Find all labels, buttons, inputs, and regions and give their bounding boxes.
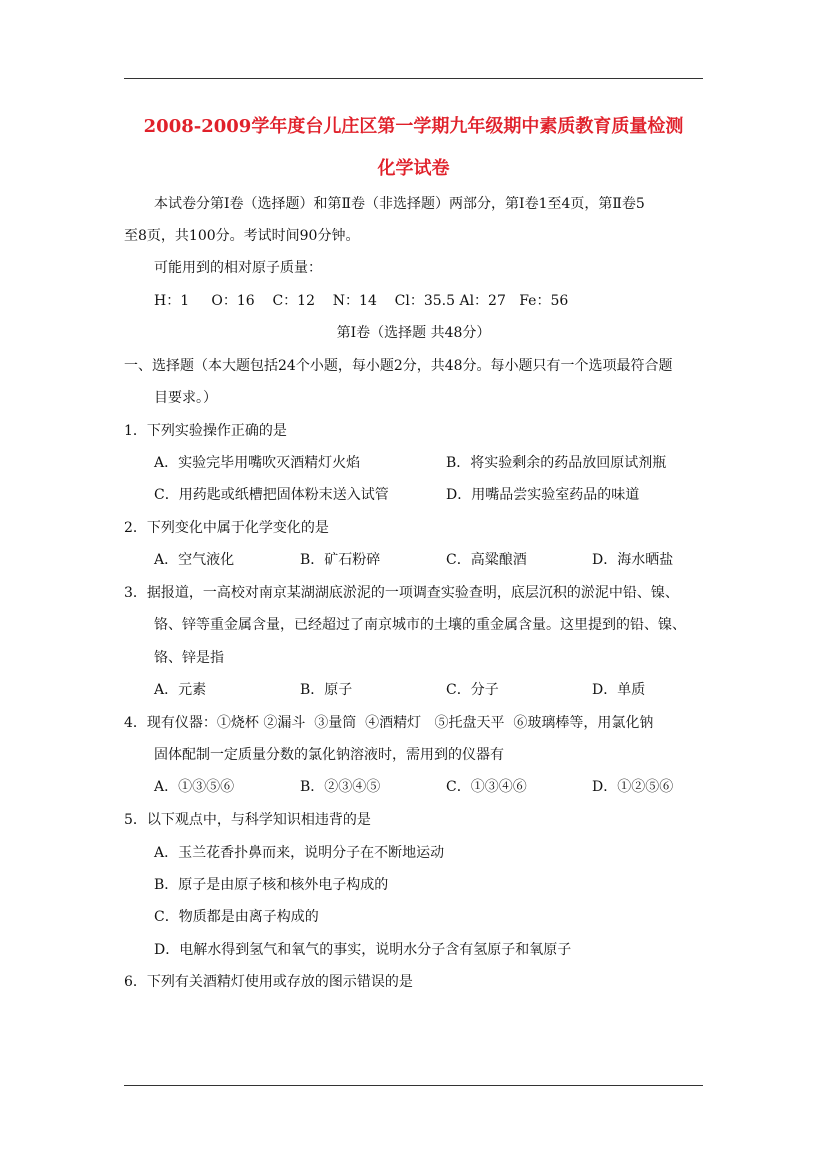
exam-title: 2008-2009学年度台儿庄区第一学期九年级期中素质教育质量检测 [143, 116, 684, 137]
question-2-option-d: D．海水晒盐 [592, 552, 674, 568]
question-1-option-b: B．将实验剩余的药品放回原试剂瓶 [446, 455, 667, 471]
question-4-option-d: D．①②⑤⑥ [592, 779, 674, 795]
exam-subtitle: 化学试卷 [377, 158, 450, 179]
question-4-option-a: A．①③⑤⑥ [154, 779, 235, 795]
question-1-option-c: C．用药匙或纸槽把固体粉末送入试管 [154, 487, 389, 503]
section-title: 第Ⅰ卷（选择题 共48分） [336, 325, 491, 341]
question-5-option-a: A．玉兰花香扑鼻而来，说明分子在不断地运动 [154, 845, 445, 861]
question-3-option-b: B．原子 [300, 682, 353, 698]
section-instruction-1: 一、选择题（本大题包括24个小题，每小题2分，共48分。每小题只有一个选项最符合题 [124, 358, 673, 374]
question-1-option-a: A．实验完毕用嘴吹灭酒精灯火焰 [154, 455, 361, 471]
section-instruction-2: 目要求。） [154, 390, 217, 406]
question-4-stem-2: 固体配制一定质量分数的氯化钠溶液时，需用到的仪器有 [154, 747, 504, 763]
question-2-option-c: C．高粱酿酒 [446, 552, 527, 568]
question-3-option-a: A．元素 [154, 682, 207, 698]
bottom-rule [124, 1085, 703, 1086]
question-1-stem: 1．下列实验操作正确的是 [124, 423, 287, 439]
question-4-option-b: B．②③④⑤ [300, 779, 381, 795]
question-5-option-d: D．电解水得到氢气和氧气的事实，说明水分子含有氢原子和氧原子 [154, 942, 572, 958]
question-3-option-d: D．单质 [592, 682, 646, 698]
question-4-option-c: C．①③④⑥ [446, 779, 527, 795]
question-2-stem: 2．下列变化中属于化学变化的是 [124, 520, 329, 536]
atomic-mass-list: H：1 O：16 C：12 N：14 Cl：35.5 Al：27 Fe：56 [154, 293, 569, 309]
question-3-stem-3: 铬、锌是指 [154, 650, 224, 666]
top-rule [124, 78, 703, 79]
question-3-stem-2: 铬、锌等重金属含量，已经超过了南京城市的土壤的重金属含量。这里提到的铅、镍、 [154, 617, 686, 633]
question-2-option-b: B．矿石粉碎 [300, 552, 381, 568]
atomic-mass-heading: 可能用到的相对原子质量： [154, 260, 322, 276]
question-4-stem-1: 4．现有仪器：①烧杯 ②漏斗 ③量筒 ④酒精灯 ⑤托盘天平 ⑥玻璃棒等，用氯化钠 [124, 715, 654, 731]
question-5-stem: 5．以下观点中，与科学知识相违背的是 [124, 812, 371, 828]
intro-line-1: 本试卷分第Ⅰ卷（选择题）和第Ⅱ卷（非选择题）两部分，第Ⅰ卷1至4页，第Ⅱ卷5 [154, 196, 645, 212]
question-1-option-d: D．用嘴品尝实验室药品的味道 [446, 487, 640, 503]
question-3-option-c: C．分子 [446, 682, 499, 698]
question-5-option-c: C．物质都是由离子构成的 [154, 909, 319, 925]
question-6-stem: 6．下列有关酒精灯使用或存放的图示错误的是 [124, 974, 413, 990]
question-3-stem-1: 3．据报道，一高校对南京某湖湖底淤泥的一项调查实验查明，底层沉积的淤泥中铅、镍、 [124, 585, 679, 601]
intro-line-2: 至8页，共100分。考试时间90分钟。 [124, 228, 360, 244]
question-5-option-b: B．原子是由原子核和核外电子构成的 [154, 877, 389, 893]
question-2-option-a: A．空气液化 [154, 552, 235, 568]
